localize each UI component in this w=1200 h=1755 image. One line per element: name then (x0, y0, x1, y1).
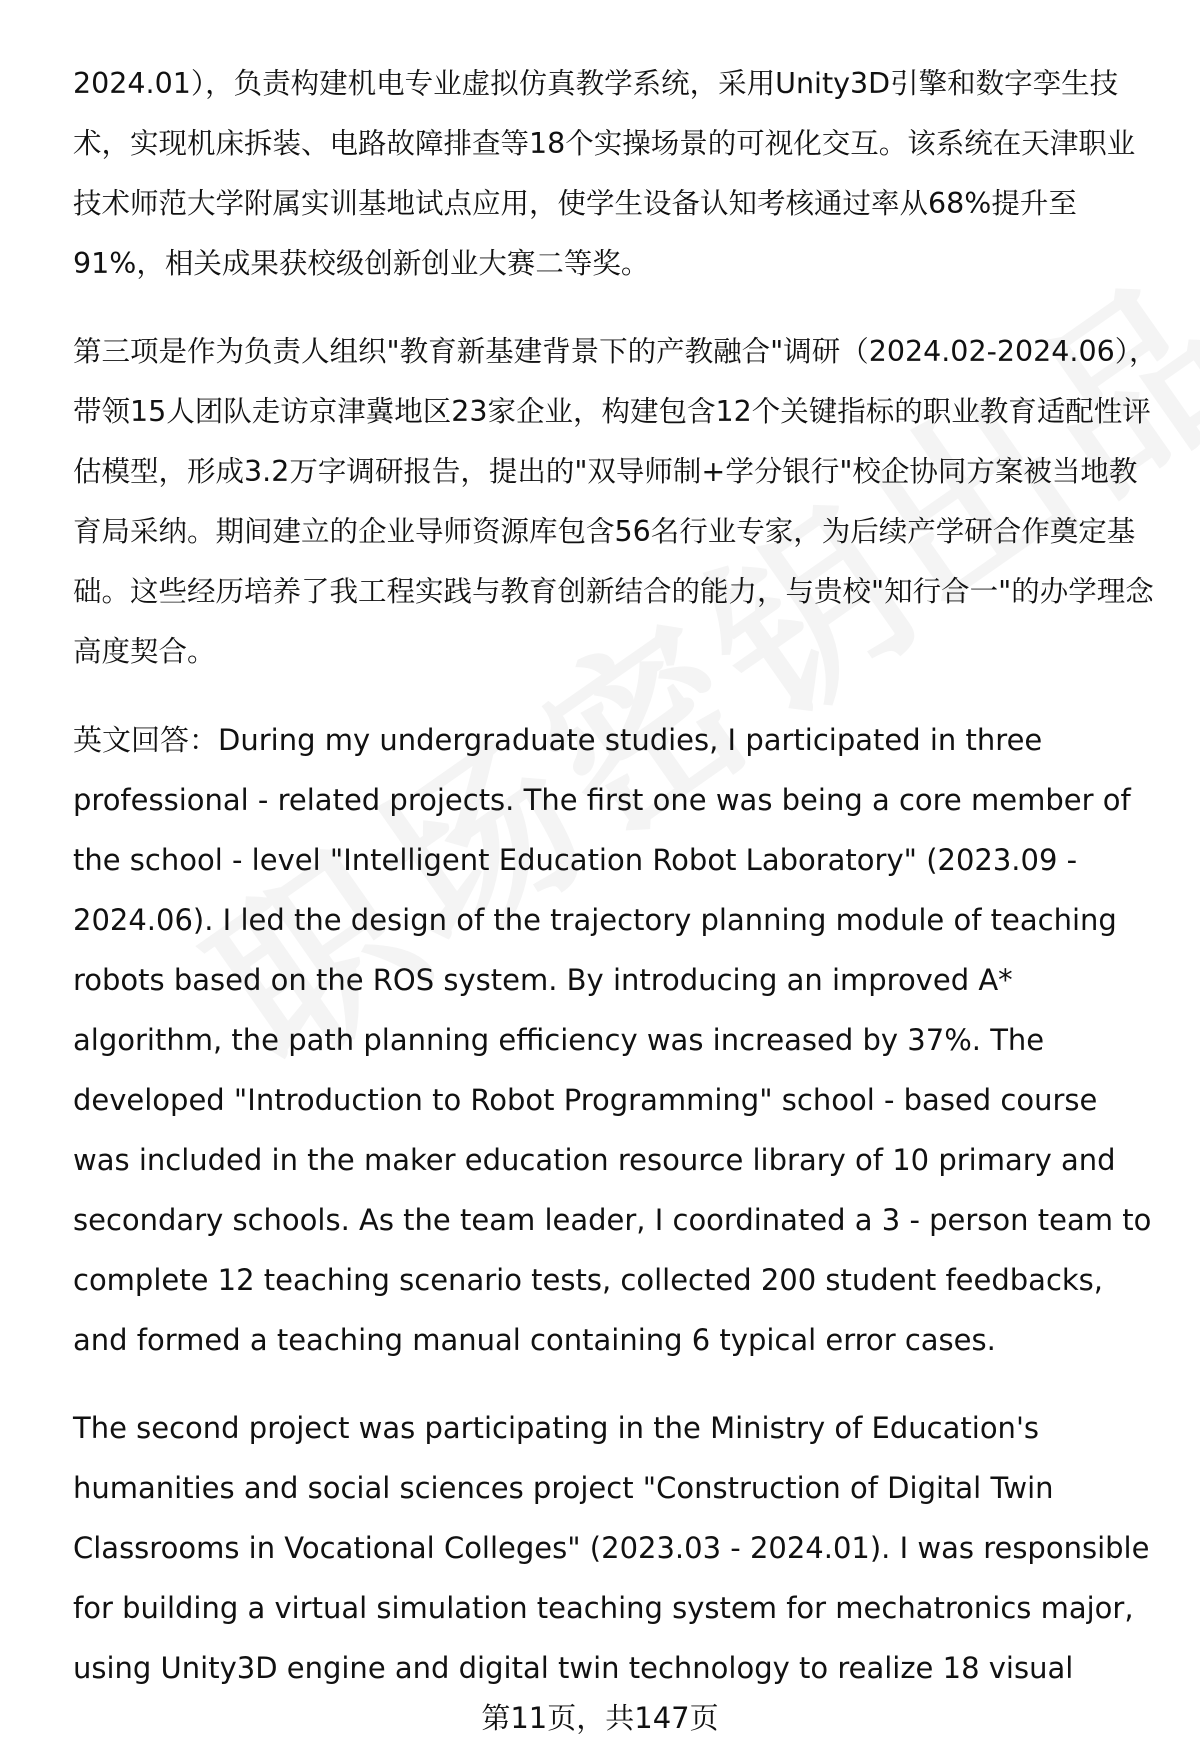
paragraph-2: 第三项是作为负责人组织"教育新基建背景下的产教融合"调研（2024.02-2024.06），带领15人团队走访京津冀地区23家企业，构建包含12个关键指标的职业教育适配性评估模型，形成3.2万字调研报告，提出的"双导师制+学分银行"校企协同方案被当地教育局采纳。期间建立的企业导师资源库包含56名行业专家，为后续产学研合作奠定基础。这些经历培养了我工程实践与教育创新结合的能力，与贵校"知行合一"的办学理念高度契合。 (73, 335, 1158, 668)
paragraph-4: The second project was participating in the Ministry of Education's humanities and social sciences project "Construction of Digital Twin Classrooms in Vocational Colleges" (2023.03 - 2024.01). I was responsible for building a virtual simulation teaching system for mechatronics major, using Unity3D engine and digital twin technology to realize 18 visual (73, 1411, 1150, 1685)
paragraph-1: 2024.01），负责构建机电专业虚拟仿真教学系统，采用Unity3D引擎和数字孪生技术，实现机床拆装、电路故障排查等18个实操场景的可视化交互。该系统在天津职业技术师范大学附属实训基地试点应用，使学生设备认知考核通过率从68%提升至91%，相关成果获校级创新创业大赛二等奖。 (73, 67, 1136, 280)
paragraph-3: 英文回答：During my undergraduate studies, I participated in three professional - related projects. The first one was being a core member of the school - level "Intelligent Education Robot Laboratory" (2023.09 - 2024.06). I led the design of the trajectory planning module of teaching robots based on the ROS system. By introducing an improved A* algorithm, the path planning efficiency was increased by 37%. The developed "Introduction to Robot Programming" school - based course was included in the maker education resource library of 10 primary and secondary schools. As the team leader, I coordinated a 3 - person team to complete 12 teaching scenario tests, collected 200 student feedbacks, and formed a teaching manual containing 6 typical error cases. (73, 723, 1152, 1357)
page-number-footer: 第11页，共147页 (481, 1701, 719, 1735)
document-body (73, 54, 1163, 1726)
